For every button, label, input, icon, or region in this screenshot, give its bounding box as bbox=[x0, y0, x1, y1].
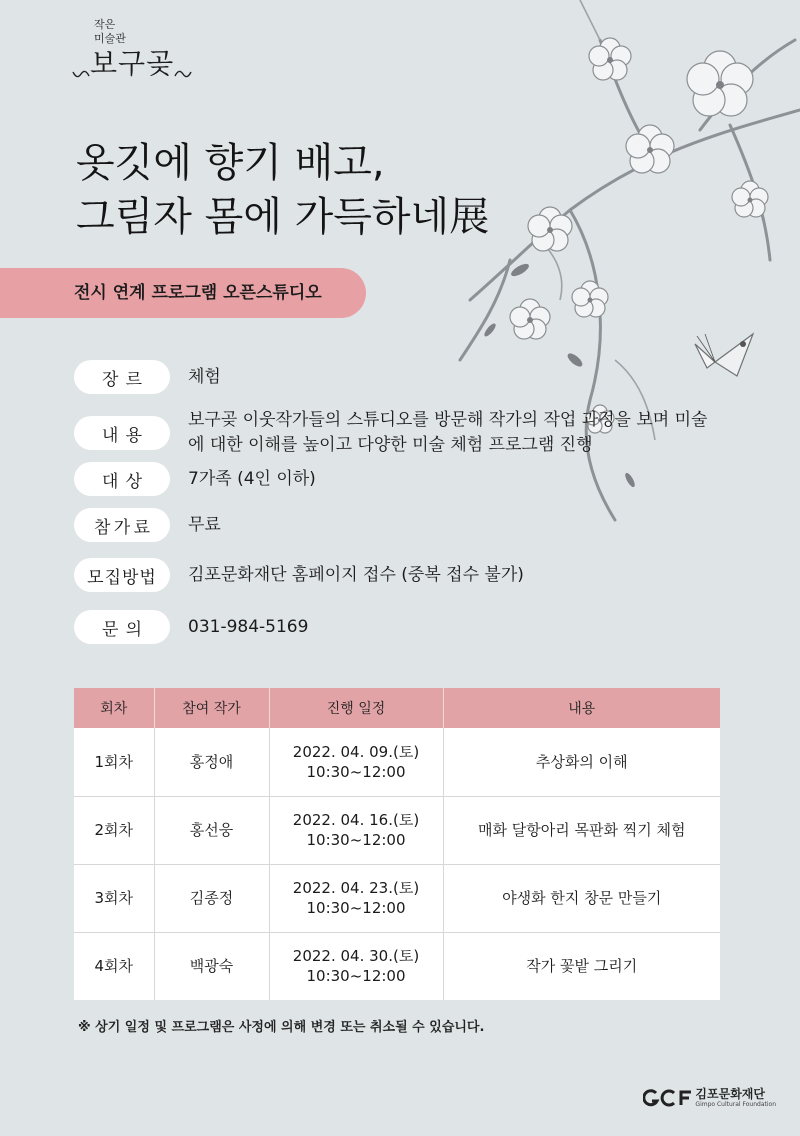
footnote: ※ 상기 일정 및 프로그램은 사정에 의해 변경 또는 취소될 수 있습니다. bbox=[78, 1020, 485, 1035]
cell-content: 추상화의 이해 bbox=[443, 728, 720, 796]
cell-artist: 김종정 bbox=[154, 864, 269, 932]
foundation-logo bbox=[643, 1088, 776, 1108]
info-row-recruitment bbox=[74, 558, 708, 592]
cell-artist: 홍선웅 bbox=[154, 796, 269, 864]
label-char: 료 bbox=[133, 517, 150, 538]
label-char: 가 bbox=[113, 517, 131, 538]
label-inquiry bbox=[74, 610, 170, 644]
label-char: 장 bbox=[102, 369, 119, 390]
cell-date-time: 10:30~12:00 bbox=[306, 967, 406, 986]
table-header-row bbox=[74, 688, 720, 728]
cell-content: 작가 꽃밭 그리기 bbox=[443, 932, 720, 1000]
cell-date-day: 2022. 04. 30.(토) bbox=[292, 947, 420, 966]
header-date: 진행 일정 bbox=[269, 688, 443, 728]
title-line-2: 그림자 몸에 가득하네展 bbox=[76, 194, 490, 240]
label-char: 내 bbox=[102, 425, 119, 446]
cell-artist: 홍정애 bbox=[154, 728, 269, 796]
foundation-name-ko: 김포문화재단 bbox=[695, 1087, 765, 1101]
table-row bbox=[74, 796, 720, 864]
cell-content: 야생화 한지 창문 만들기 bbox=[443, 864, 720, 932]
label-char: 의 bbox=[125, 619, 142, 640]
title-line-1: 옷깃에 향기 배고, bbox=[76, 140, 385, 186]
foundation-name-en: Gimpo Cultural Foundation bbox=[695, 1101, 776, 1108]
header-round: 회차 bbox=[74, 688, 154, 728]
value-inquiry: 031-984-5169 bbox=[188, 616, 309, 637]
info-row-content bbox=[74, 408, 708, 458]
cell-date-time: 10:30~12:00 bbox=[306, 831, 406, 849]
cell-round: 2회차 bbox=[74, 796, 154, 864]
cell-date-day: 2022. 04. 16.(토) bbox=[292, 811, 420, 829]
cell-round: 3회차 bbox=[74, 864, 154, 932]
logo-subtitle-line2: 미술관 bbox=[94, 32, 126, 45]
label-char: 상 bbox=[125, 471, 142, 492]
value-genre: 체험 bbox=[188, 366, 221, 387]
cell-date-time: 10:30~12:00 bbox=[306, 762, 406, 781]
label-recruitment: 모집방법 bbox=[74, 558, 170, 592]
label-content bbox=[74, 416, 170, 450]
museum-logo bbox=[72, 18, 202, 80]
exhibition-title bbox=[76, 136, 636, 244]
label-target bbox=[74, 462, 170, 496]
header-content: 내용 bbox=[443, 688, 720, 728]
info-row-fee bbox=[74, 508, 708, 542]
logo-subtitle-line1: 작은 bbox=[94, 18, 116, 31]
cell-round: 1회차 bbox=[74, 728, 154, 796]
value-fee: 무료 bbox=[188, 514, 221, 535]
info-row-inquiry bbox=[74, 610, 708, 644]
label-char: 참 bbox=[94, 517, 111, 538]
wave-left-icon bbox=[72, 66, 90, 80]
table-row bbox=[74, 864, 720, 932]
info-row-target bbox=[74, 462, 708, 496]
cell-date bbox=[269, 932, 443, 1000]
value-content: 보구곶 이웃작가들의 스튜디오를 방문해 작가의 작업 과정을 보며 미술에 대한 이해를 높이고 다양한 미술 체험 프로그램 진행 bbox=[188, 410, 708, 455]
value-recruitment: 김포문화재단 홈페이지 접수 (중복 접수 불가) bbox=[188, 564, 524, 585]
table-row bbox=[74, 728, 720, 796]
wave-right-icon bbox=[174, 66, 192, 80]
label-genre bbox=[74, 360, 170, 394]
cell-date-day: 2022. 04. 23.(토) bbox=[292, 879, 420, 897]
logo-name: 보구곶 bbox=[90, 47, 175, 80]
program-banner: 전시 연계 프로그램 오픈스튜디오 bbox=[0, 268, 366, 318]
cell-round: 4회차 bbox=[74, 932, 154, 1000]
cell-date-time: 10:30~12:00 bbox=[306, 899, 406, 917]
gcf-logo-icon bbox=[643, 1089, 693, 1107]
cell-date-day: 2022. 04. 09.(토) bbox=[292, 742, 420, 761]
info-row-genre bbox=[74, 360, 708, 394]
cell-date bbox=[269, 796, 443, 864]
logo-wordmark bbox=[72, 48, 202, 80]
value-target: 7가족 (4인 이하) bbox=[188, 468, 316, 489]
header-artist: 참여 작가 bbox=[154, 688, 269, 728]
label-char: 대 bbox=[102, 471, 119, 492]
label-fee bbox=[74, 508, 170, 542]
foundation-name bbox=[695, 1088, 776, 1108]
label-char: 용 bbox=[125, 425, 142, 446]
label-char: 문 bbox=[102, 619, 119, 640]
cell-date bbox=[269, 864, 443, 932]
cell-content: 매화 달항아리 목판화 찍기 체험 bbox=[443, 796, 720, 864]
schedule-table bbox=[74, 688, 720, 1000]
table-row bbox=[74, 932, 720, 1000]
label-char: 르 bbox=[125, 369, 142, 390]
cell-date bbox=[269, 728, 443, 796]
cell-artist: 백광숙 bbox=[154, 932, 269, 1000]
